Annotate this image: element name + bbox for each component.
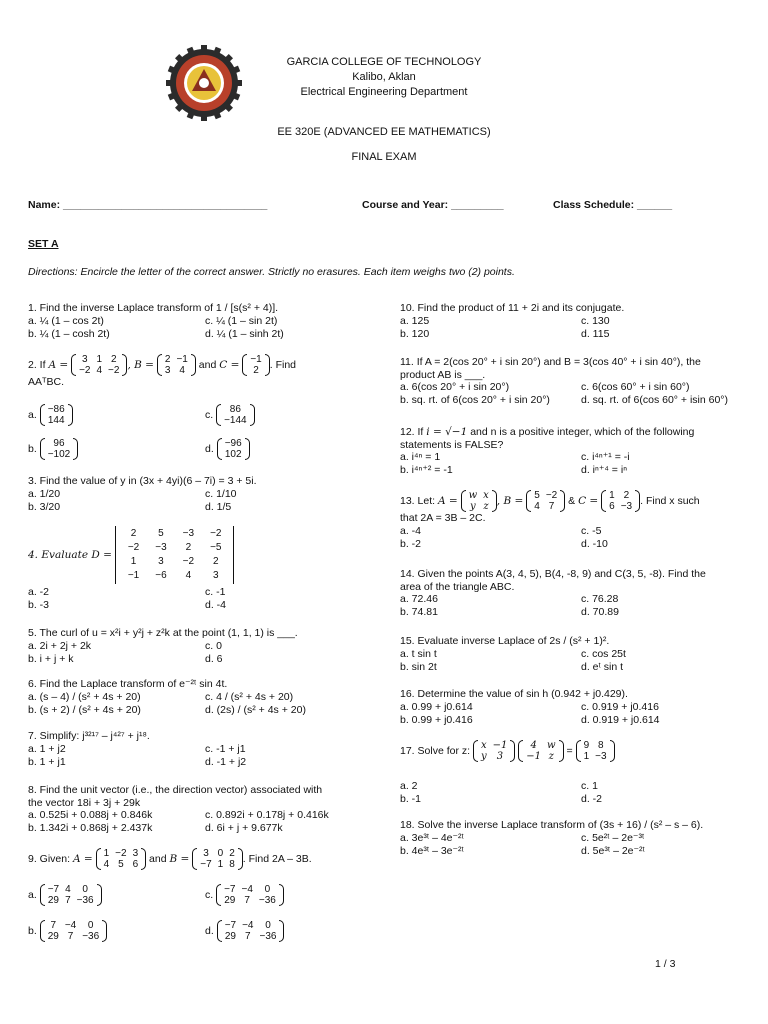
choice-b[interactable]: b. 1.342i + 0.868j + 2.437k (28, 822, 153, 834)
choice-b[interactable]: b. 120 (400, 327, 430, 340)
find-text: . Find 2A – 3B. (242, 852, 312, 865)
matrix-B (526, 490, 565, 512)
page-number: 1 / 3 (655, 958, 676, 970)
question-3 (28, 475, 370, 514)
choice-c[interactable]: c. ¼ (1 – sin 2t) (205, 314, 278, 327)
matrix-cell: 3 (212, 570, 219, 581)
matrix-cell: 0 (82, 884, 88, 895)
matrix-cell: z (483, 501, 489, 512)
matrix-B (192, 848, 243, 870)
question-number: 2. If (28, 358, 49, 371)
matrix-cell: −4 (242, 920, 254, 931)
choice-d[interactable]: d. -10 (581, 537, 608, 550)
matrix-cell: −3 (182, 528, 195, 539)
q9-choice-b[interactable] (28, 920, 107, 942)
matrix-cell: 4 (65, 884, 71, 895)
matrix-C (601, 490, 640, 512)
q9-choice-c[interactable] (205, 884, 284, 906)
question-text: 14. Given the points A(3, 4, 5), B(4, -8, 9) and C(3, 5, -8). Find the (400, 568, 706, 580)
set-label: SET A (28, 238, 59, 250)
find-text: . Find x such (640, 494, 700, 507)
question-text: 11. If A = 2(cos 20° + i sin 20°) and B = 3(cos 40° + i sin 40°), the (400, 356, 701, 368)
choice-a-matrix (40, 404, 73, 426)
name-field: Name: ___________________________________ (28, 199, 268, 211)
matrix-cell: −1 (492, 740, 508, 751)
choice-d[interactable]: d. 6i + j + 9.677k (205, 822, 283, 834)
label-B: , B = (496, 494, 524, 507)
question-text: 4. Evaluate D = (28, 549, 112, 561)
matrix-cell: 0 (265, 920, 271, 931)
matrix-cell: 7 (50, 920, 57, 931)
matrix-cell: 7 (244, 895, 250, 906)
matrix-cell: 2 (229, 848, 235, 859)
question-text: 17. Solve for z: (400, 744, 473, 757)
question-text-line2: that 2A = 3B – 2C. (400, 512, 486, 524)
choice-d-matrix (217, 920, 285, 942)
label-A: A = (437, 494, 458, 507)
matrix-cell: −144 (224, 415, 247, 426)
matrix-result (576, 740, 615, 762)
imaginary-unit-definition: i = √−1 (426, 426, 468, 438)
matrix-WZ (518, 740, 563, 762)
matrix-cell: x (483, 490, 489, 501)
choice-letter: c. (205, 888, 214, 901)
matrix-cell: 3 (158, 556, 164, 567)
matrix-cell: −36 (82, 931, 100, 942)
choice-b[interactable]: b. 3/20 (28, 500, 61, 513)
question-text: 1. Find the inverse Laplace transform of 1 / [s(s² + 4)]. (28, 302, 279, 314)
question-5 (28, 627, 370, 666)
choice-b[interactable]: b. i⁴ⁿ⁺² = -1 (400, 464, 453, 476)
label-A: A = (72, 852, 93, 865)
choice-c[interactable]: c. cos 25t (581, 647, 626, 660)
matrix-cell: 8 (229, 859, 235, 870)
question-text: 8. Find the unit vector (i.e., the direction vector) associated with (28, 784, 323, 796)
question-text: 12. If (400, 426, 427, 438)
exam-title: FINAL EXAM (351, 151, 417, 163)
matrix-cell: −1 (526, 751, 542, 762)
choice-b[interactable]: b. sq. rt. of 6(cos 20° + i sin 20°) (400, 394, 550, 406)
matrix-cell: −5 (210, 542, 222, 553)
choice-a[interactable]: a. 6(cos 20° + i sin 20°) (400, 381, 510, 393)
matrix-cell: −3 (620, 501, 633, 512)
choice-d[interactable]: d. ¼ (1 – sinh 2t) (205, 327, 284, 340)
matrix-cell: 7 (245, 931, 251, 942)
choice-c[interactable]: c. 76.28 (581, 593, 619, 605)
matrix-cell: 102 (224, 449, 242, 460)
matrix-A (461, 490, 497, 512)
matrix-cell: −96 (224, 438, 242, 449)
matrix-cell: 8 (598, 740, 604, 751)
matrix-cell: −4 (241, 884, 253, 895)
choice-c[interactable]: c. 130 (581, 314, 610, 327)
matrix-cell: −2 (545, 490, 558, 501)
q9-choice-a[interactable] (28, 884, 102, 906)
question-text: 3. Find the value of y in (3x + 4yi)(6 – 7i) = 3 + 5i. (28, 475, 257, 487)
question-18 (400, 819, 745, 858)
matrix-cell: −2 (127, 542, 140, 553)
question-6 (28, 678, 370, 717)
matrix-cell: 7 (65, 895, 71, 906)
question-13 (400, 490, 745, 551)
q2-choice-b[interactable] (28, 438, 78, 460)
choice-b[interactable]: b. -3 (28, 599, 50, 611)
matrix-A (71, 354, 127, 376)
choice-b-matrix (40, 920, 108, 942)
choice-a[interactable]: a. 0.525i + 0.088j + 0.846k (28, 809, 153, 821)
choice-letter: a. (28, 408, 37, 421)
matrix-cell: −3 (595, 751, 607, 762)
choice-a[interactable]: a. 1/20 (28, 487, 61, 500)
matrix-A (96, 848, 147, 870)
choice-a[interactable]: a. ¼ (1 – cos 2t) (28, 314, 104, 327)
choice-a[interactable]: a. 0.99 + j0.614 (400, 700, 473, 713)
college-name: GARCIA COLLEGE OF TECHNOLOGY (286, 56, 482, 68)
matrix-cell: 4 (179, 365, 185, 376)
choice-c[interactable]: c. 0.892i + 0.178j + 0.416k (205, 809, 329, 821)
question-15 (400, 635, 745, 674)
matrix-cell: y (470, 501, 476, 512)
choice-d[interactable]: d. -2 (581, 793, 603, 805)
choice-letter: b. (28, 442, 37, 455)
matrix-cell: −2 (115, 848, 127, 859)
matrix-cell: 29 (47, 895, 59, 906)
matrix-cell: 2 (253, 365, 259, 376)
question-10 (400, 302, 745, 341)
choice-d[interactable]: d. (2s) / (s² + 4s + 20) (205, 703, 306, 716)
course-title: EE 320E (ADVANCED EE MATHEMATICS) (277, 126, 491, 138)
choice-a[interactable]: a. 2i + 2j + 2k (28, 639, 92, 652)
matrix-C (242, 354, 269, 376)
question-text-line2: product AB is ___. (400, 368, 486, 381)
matrix-cell: 7 (548, 501, 555, 512)
matrix-cell: 3 (82, 354, 88, 365)
question-text: 10. Find the product of 11 + 2i and its conjugate. (400, 302, 625, 314)
matrix-cell: −2 (108, 365, 120, 376)
matrix-cell: 9 (583, 740, 590, 751)
matrix-cell: 86 (229, 404, 241, 415)
matrix-cell: x (480, 740, 487, 751)
class-schedule-field: Class Schedule: ______ (553, 199, 673, 211)
matrix-cell: w (468, 490, 478, 501)
choice-c[interactable]: c. -1 (205, 586, 226, 598)
matrix-cell: −1 (127, 570, 140, 581)
choice-letter: a. (28, 888, 37, 901)
label-A: A = (48, 358, 69, 371)
matrix-cell: 0 (217, 848, 224, 859)
question-16 (400, 688, 745, 727)
choice-d[interactable]: d. iⁿ⁺⁴ = iⁿ (581, 464, 628, 476)
question-text: 18. Solve the inverse Laplace transform of (3s + 16) / (s² – s – 6). (400, 819, 704, 831)
q2-choice-c[interactable] (205, 404, 255, 426)
choice-c[interactable]: c. 4 / (s² + 4s + 20) (205, 690, 294, 703)
choice-c[interactable]: c. 0 (205, 639, 222, 652)
choice-b[interactable]: b. (s + 2) / (s² + 4s + 20) (28, 703, 141, 716)
matrix-cell: 96 (53, 438, 65, 449)
choice-b[interactable]: b. ¼ (1 – cosh 2t) (28, 327, 110, 340)
matrix-cell: 29 (47, 931, 59, 942)
question-text: 15. Evaluate inverse Laplace of 2s / (s² + 1)². (400, 635, 610, 647)
question-number: 9. Given: (28, 852, 73, 865)
q2-choice-a[interactable] (28, 404, 73, 426)
choice-d[interactable]: d. -1 + j2 (205, 755, 247, 768)
matrix-cell: 4 (185, 570, 192, 581)
choice-d[interactable]: d. 6 (205, 652, 223, 665)
choice-b[interactable]: b. 0.99 + j0.416 (400, 713, 473, 726)
matrix-cell: −1 (250, 354, 262, 365)
choice-a[interactable]: a. 3e³ᵗ – 4e⁻²ᵗ (400, 831, 464, 844)
matrix-cell: z (548, 751, 554, 762)
question-text: 6. Find the Laplace transform of e⁻²ᵗ sin 4t. (28, 678, 228, 690)
matrix-XY (473, 740, 515, 762)
choice-a[interactable]: a. 1 + j2 (28, 742, 66, 755)
choice-d[interactable]: d. 115 (581, 327, 610, 340)
choice-c[interactable]: c. -1 + j1 (205, 742, 246, 755)
choice-c[interactable]: c. i⁴ⁿ⁺¹ = -i (581, 451, 630, 463)
and-text: and (198, 358, 220, 371)
choice-letter: b. (28, 924, 37, 937)
choice-letter: c. (205, 408, 214, 421)
choice-letter: d. (205, 924, 214, 937)
matrix-cell: −36 (76, 895, 94, 906)
question-8 (28, 784, 370, 835)
matrix-cell: −7 (200, 859, 212, 870)
and-text: and (149, 852, 170, 865)
choice-a[interactable]: a. i⁴ⁿ = 1 (400, 451, 441, 463)
label-C: C = (578, 494, 599, 507)
matrix-cell: 2 (623, 490, 630, 501)
question-text: 5. The curl of u = x²i + y²j + z²k at the point (1, 1, 1) is ___. (28, 627, 298, 639)
matrix-cell: w (547, 740, 556, 751)
find-text: . Find (269, 358, 296, 371)
equals-sign: = (563, 744, 576, 757)
college-location: Kalibo, Aklan (352, 71, 416, 83)
question-9 (28, 848, 312, 870)
matrix-cell: −7 (224, 920, 237, 931)
question-12 (400, 426, 745, 477)
matrix-cell: −36 (259, 931, 277, 942)
matrix-cell: 4 (103, 859, 110, 870)
choice-b[interactable]: b. 74.81 (400, 606, 438, 618)
matrix-cell: 29 (224, 895, 236, 906)
course-year-field: Course and Year: _________ (362, 199, 504, 211)
label-C: C = (219, 358, 240, 371)
choice-a[interactable]: a. -2 (28, 586, 50, 598)
matrix-cell: 5 (534, 490, 540, 501)
matrix-cell: 2 (164, 354, 171, 365)
q2-choice-d[interactable] (205, 438, 250, 460)
choice-c-matrix (216, 884, 284, 906)
matrix-cell: 3 (203, 848, 209, 859)
choice-c[interactable]: c. 6(cos 60° + i sin 60°) (581, 381, 690, 393)
question-4-choices (28, 586, 370, 612)
choice-a[interactable]: a. -4 (400, 524, 422, 537)
label-B: , B = (127, 358, 154, 371)
question-text: 16. Determine the value of sin h (0.942 + j0.429). (400, 688, 628, 700)
choice-a[interactable]: a. 125 (400, 314, 430, 327)
choice-d[interactable]: d. 5e³ᵗ – 2e⁻²ᵗ (581, 844, 645, 857)
choice-d[interactable]: d. eᵗ sin t (581, 660, 623, 673)
choice-c[interactable]: c. 1/10 (205, 487, 237, 500)
matrix-cell: 1 (130, 556, 137, 567)
matrix-cell: 7 (67, 931, 74, 942)
question-7 (28, 730, 370, 769)
matrix-cell: −3 (155, 542, 167, 553)
matrix-cell: y (480, 751, 487, 762)
matrix-cell: 29 (224, 931, 236, 942)
matrix-B (157, 354, 196, 376)
choice-d[interactable]: d. sq. rt. of 6(cos 60° + isin 60°) (581, 394, 729, 406)
matrix-cell: 4 (534, 501, 540, 512)
question-1 (28, 302, 370, 341)
matrix-cell: 3 (132, 848, 139, 859)
matrix-cell: 0 (87, 920, 94, 931)
choice-b-matrix (40, 438, 79, 460)
matrix-cell: −36 (258, 895, 276, 906)
choice-b[interactable]: b. i + j + k (28, 652, 74, 665)
question-17-choices (400, 780, 745, 806)
label-B: B = (169, 852, 190, 865)
matrix-cell: 6 (132, 859, 139, 870)
choice-d-matrix (217, 438, 250, 460)
matrix-cell: 3 (496, 751, 504, 762)
matrix-cell: −1 (176, 354, 188, 365)
choice-c[interactable]: c. -5 (581, 524, 602, 537)
choice-b[interactable]: b. sin 2t (400, 660, 437, 673)
matrix-cell: −7 (224, 884, 236, 895)
matrix-cell: 2 (212, 556, 219, 567)
matrix-cell: 1 (583, 751, 590, 762)
department-name: Electrical Engineering Department (300, 86, 468, 98)
q9-choice-d[interactable] (205, 920, 284, 942)
choice-c[interactable]: c. 1 (581, 780, 598, 792)
question-14 (400, 568, 745, 619)
matrix-cell: 2 (110, 354, 117, 365)
determinant-D (115, 526, 235, 584)
question-text-line2: statements is FALSE? (400, 438, 504, 451)
question-4 (28, 526, 234, 584)
choice-b[interactable]: b. 1 + j1 (28, 755, 66, 768)
matrix-cell: −102 (47, 449, 71, 460)
choice-c[interactable]: c. 5e²ᵗ – 2e⁻³ᵗ (581, 831, 645, 844)
matrix-cell: 4 (530, 740, 537, 751)
choice-letter: d. (205, 442, 214, 455)
matrix-cell: 2 (185, 542, 192, 553)
choice-d[interactable]: d. -4 (205, 599, 227, 611)
matrix-cell: −4 (64, 920, 77, 931)
choice-d[interactable]: d. 70.89 (581, 606, 619, 618)
matrix-cell: −7 (47, 884, 60, 895)
choice-a-matrix (40, 884, 102, 906)
directions: Directions: Encircle the letter of the correct answer. Strictly no erasures. Each item weighs two (2) points. (28, 266, 515, 278)
matrix-cell: 1 (609, 490, 615, 501)
matrix-cell: 1 (96, 354, 103, 365)
matrix-cell: 6 (609, 501, 615, 512)
matrix-cell: 5 (118, 859, 124, 870)
choice-a[interactable]: a. 2 (400, 780, 418, 792)
question-11 (400, 356, 745, 407)
question-number: 13. Let: (400, 494, 438, 507)
matrix-cell: 144 (47, 415, 65, 426)
choice-a[interactable]: a. 72.46 (400, 593, 438, 605)
matrix-cell: 5 (158, 528, 164, 539)
choice-b[interactable]: b. -2 (400, 537, 422, 550)
choice-a[interactable]: a. t sin t (400, 647, 437, 660)
choice-c-matrix (216, 404, 255, 426)
matrix-cell: 3 (164, 365, 171, 376)
question-2 (28, 354, 370, 389)
question-text: 7. Simplify: j³²¹⁷ – j⁴²⁷ + j¹⁸. (28, 730, 150, 742)
matrix-cell: 4 (96, 365, 103, 376)
matrix-cell: −2 (79, 365, 91, 376)
choice-c[interactable]: c. 0.919 + j0.416 (581, 700, 659, 713)
matrix-cell: −86 (47, 404, 65, 415)
question-17 (400, 740, 615, 762)
choice-b[interactable]: b. -1 (400, 793, 422, 805)
choice-d[interactable]: d. 0.919 + j0.614 (581, 713, 660, 726)
question-text-line2: area of the triangle ABC. (400, 580, 515, 593)
matrix-cell: 0 (264, 884, 271, 895)
matrix-cell: −6 (155, 570, 167, 581)
question-text-line2: AAᵀBC. (28, 376, 65, 388)
matrix-cell: −2 (182, 556, 195, 567)
question-text-cont: and n is a positive integer, which of the following (467, 426, 695, 438)
matrix-cell: 1 (103, 848, 110, 859)
matrix-cell: −2 (210, 528, 222, 539)
choice-d[interactable]: d. 1/5 (205, 500, 232, 513)
matrix-cell: 1 (217, 859, 224, 870)
amp-text: & (565, 494, 579, 507)
choice-b[interactable]: b. 4e³ᵗ – 3e⁻²ᵗ (400, 844, 464, 857)
question-text-line2: the vector 18i + 3j + 29k (28, 796, 141, 809)
choice-a[interactable]: a. (s – 4) / (s² + 4s + 20) (28, 690, 141, 703)
matrix-cell: 2 (130, 528, 137, 539)
